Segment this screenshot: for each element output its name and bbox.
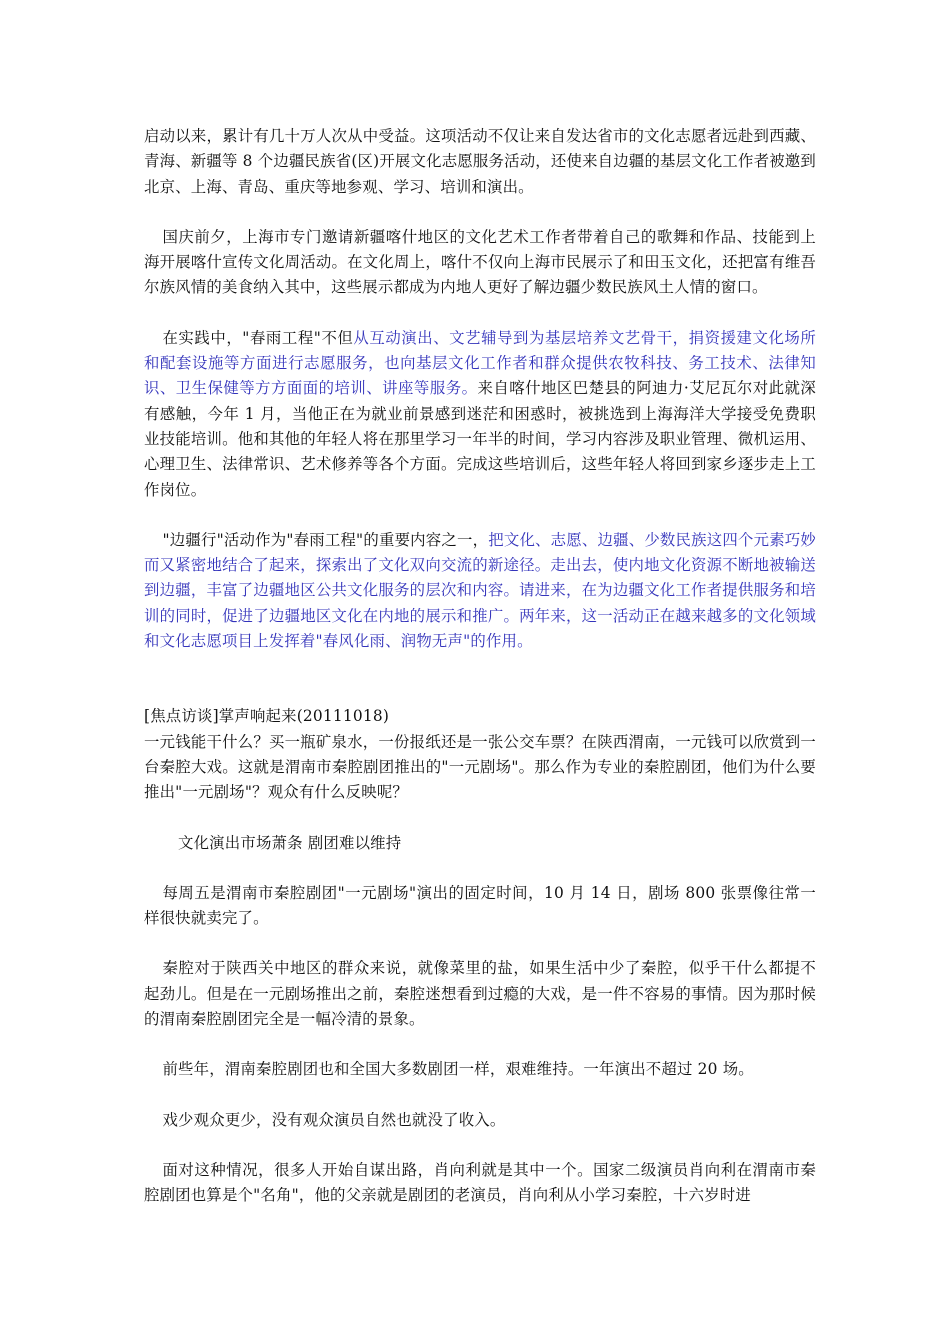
paragraph-2: 国庆前夕，上海市专门邀请新疆喀什地区的文化艺术工作者带着自己的歌舞和作品、技能到上海开展喀什宣传文化周活动。在文化周上，喀什不仅向上海市民展示了和田玉文化，还把富有维吾尔族风情的美食纳入其中，这些展示都成为内地人更好了解边疆少数民族风土人情的窗口。 [144, 227, 816, 297]
paragraph-6: 每周五是渭南市秦腔剧团"一元剧场"演出的固定时间，10 月 14 日，剧场 800 张票像往常一样很快就卖完了。 [144, 883, 816, 928]
paragraph-3-highlight: 从互动演出、文艺辅导到为基层培养文艺骨干，捐资援建文化场所和配套设施等方面进行志愿服务，也向基层文化工作者和群众提供农牧科技、务工技术、法律知识、卫生保健等方方面面的培训、讲座等服务。 [144, 328, 816, 398]
paragraph-7: 秦腔对于陕西关中地区的群众来说，就像菜里的盐，如果生活中少了秦腔，似乎干什么都提不起劲儿。但是在一元剧场推出之前，秦腔迷想看到过瘾的大戏，是一件不容易的事情。因为那时候的渭南秦腔剧团完全是一幅冷清的景象。 [144, 959, 816, 1029]
paragraph-4 [144, 528, 816, 654]
paragraph-10: 面对这种情况，很多人开始自谋出路，肖向利就是其中一个。国家二级演员肖向利在渭南市秦腔剧团也算是个"名角"，他的父亲就是剧团的老演员，肖向利从小学习秦腔，十六岁时进 [144, 1160, 816, 1205]
paragraph-1: 启动以来，累计有几十万人次从中受益。这项活动不仅让来自发达省市的文化志愿者远赴到西藏、青海、新疆等 8 个边疆民族省(区)开展文化志愿服务活动，还使来自边疆的基层文化工作者被邀到北京、上海、青岛、重庆等地参观、学习、培训和演出。 [144, 127, 816, 196]
paragraph-3-lead: 在实践中，"春雨工程"不但 [162, 328, 354, 347]
paragraph-3-tail: 来自喀什地区巴楚县的阿迪力·艾尼瓦尔对此就深有感触，今年 1 月，当他正在为就业前景感到迷茫和困惑时，被挑选到上海海洋大学接受免费职业技能培训。他和其他的年轻人将在那里学习一年半的时间，学习内容涉及职业管理、微机运用、心理卫生、法律常识、艺术修养等各个方面。完成这些培训后，这些年轻人将回到家乡逐步走上工作岗位。 [144, 379, 816, 499]
paragraph-9: 戏少观众更少，没有观众演员自然也就没了收入。 [162, 1110, 506, 1129]
paragraph-5: 一元钱能干什么？买一瓶矿泉水，一份报纸还是一张公交车票？在陕西渭南，一元钱可以欣赏到一台秦腔大戏。这就是渭南市秦腔剧团推出的"一元剧场"。那么作为专业的秦腔剧团，他们为什么要推出"一元剧场"？观众有什么反映呢？ [144, 732, 816, 802]
article-2-title: [焦点访谈]掌声响起来(20111018) [144, 707, 390, 726]
paragraph-4-highlight: 把文化、志愿、边疆、少数民族这四个元素巧妙而又紧密地结合了起来，探索出了文化双向交流的新途径。走出去，使内地文化资源不断地被输送到边疆，丰富了边疆地区公共文化服务的层次和内容。请进来，在为边疆文化工作者提供服务和培训的同时，促进了边疆地区文化在内地的展示和推广。两年来，这一活动正在越来越多的文化领域和文化志愿项目上发挥着"春风化雨、润物无声"的作用。 [144, 530, 817, 651]
section-subheading: 文化演出市场萧条 剧团难以维持 [178, 833, 402, 852]
paragraph-3 [144, 326, 816, 503]
document-page [144, 124, 816, 1209]
paragraph-8: 前些年，渭南秦腔剧团也和全国大多数剧团一样，艰难维持。一年演出不超过 20 场。 [162, 1060, 754, 1079]
paragraph-4-lead: "边疆行"活动作为"春雨工程"的重要内容之一， [162, 530, 489, 549]
